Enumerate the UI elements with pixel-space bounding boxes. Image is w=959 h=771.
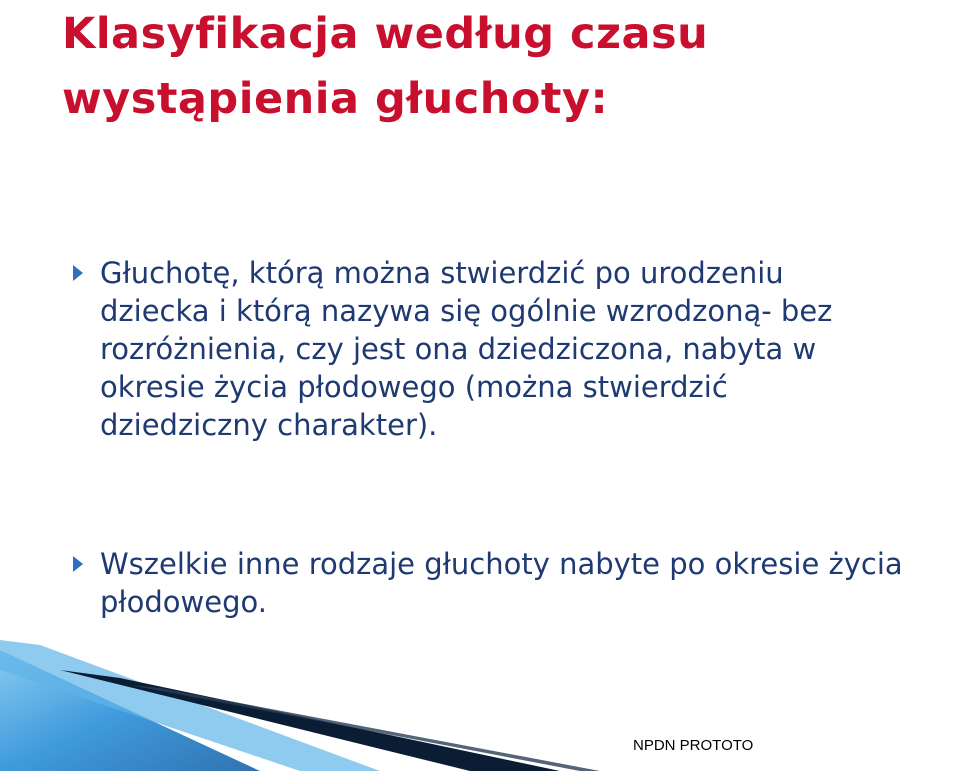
bullet-item <box>72 254 912 444</box>
footer-text: NPDN PROTOTO <box>633 737 754 754</box>
slide-title: Klasyfikacja według czasu wystąpienia głuchoty: <box>62 9 709 124</box>
triangle-right-icon <box>72 254 100 292</box>
bullet-item <box>72 545 959 621</box>
decorative-wave <box>0 640 620 771</box>
bullet-text: Głuchotę, którą można stwierdzić po urodzeniu dziecka i którą nazywa się ogólnie wzrodzoną- bez rozróżnienia, czy jest ona dziedziczona, nabyta w okresie życia płodowego (można stwierdzić dziedziczny charakter). <box>100 256 833 442</box>
triangle-right-icon <box>72 545 100 583</box>
bullet-text: Wszelkie inne rodzaje głuchoty nabyte po okresie życia płodowego. <box>100 547 903 619</box>
